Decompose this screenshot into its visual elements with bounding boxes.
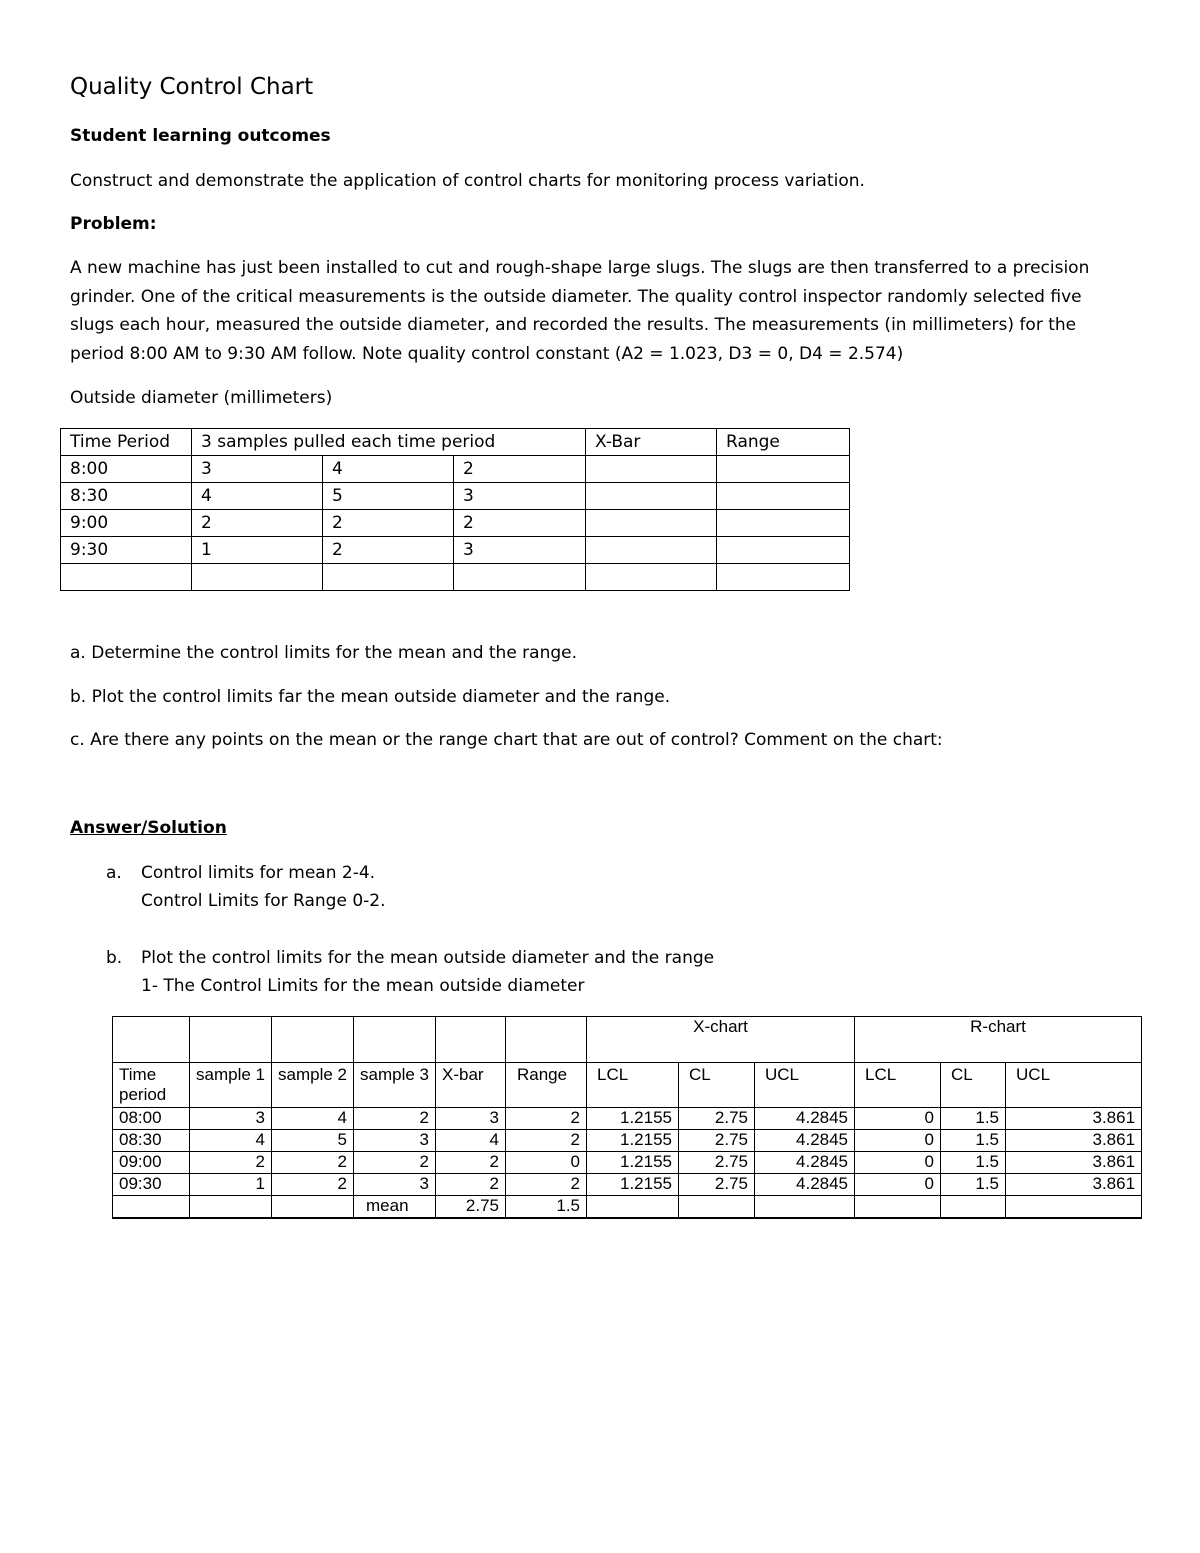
mean-row <box>113 1196 1142 1219</box>
table-row <box>113 1108 1142 1130</box>
table-cell: 2 <box>454 510 586 537</box>
table-cell <box>586 483 717 510</box>
column-header: sample 3 <box>354 1063 436 1108</box>
mean-xbar: 2.75 <box>436 1196 506 1219</box>
table-cell <box>717 483 850 510</box>
table-cell: 1.2155 <box>587 1174 679 1196</box>
table-cell: 1 <box>192 537 323 564</box>
table-cell: 3.861 <box>1006 1152 1142 1174</box>
document-title: Quality Control Chart <box>70 74 314 100</box>
table-cell: 3 <box>436 1108 506 1130</box>
table-cell: 2 <box>272 1152 354 1174</box>
table-cell: 8:00 <box>61 456 192 483</box>
table-row <box>113 1130 1142 1152</box>
table-cell: 2 <box>436 1174 506 1196</box>
table-row <box>113 1174 1142 1196</box>
table-cell: 2 <box>354 1152 436 1174</box>
column-header: X-bar <box>436 1063 506 1108</box>
table-cell: 1.5 <box>941 1130 1006 1152</box>
table-cell <box>586 510 717 537</box>
table-cell <box>586 456 717 483</box>
problem-line: A new machine has just been installed to cut and rough-shape large slugs. The slugs are then transferred to a precision <box>70 258 1090 278</box>
table-cell: 9:30 <box>61 537 192 564</box>
table-cell: 4.2845 <box>755 1130 855 1152</box>
table-cell: 5 <box>272 1130 354 1152</box>
control-limits-table <box>112 1016 1142 1219</box>
column-header: Range <box>506 1063 587 1108</box>
column-header: LCL <box>587 1063 679 1108</box>
table-row <box>113 1152 1142 1174</box>
table-row <box>61 456 850 483</box>
table-header-row <box>61 429 850 456</box>
table-cell: 2 <box>436 1152 506 1174</box>
answer-b-label: b. <box>106 948 123 968</box>
table-cell: 3 <box>354 1130 436 1152</box>
table-cell: 1.2155 <box>587 1130 679 1152</box>
header-cell: Range <box>717 429 850 456</box>
table-caption: Outside diameter (millimeters) <box>70 388 333 408</box>
table-cell: 4 <box>190 1130 272 1152</box>
table-cell: 0 <box>855 1174 941 1196</box>
table-cell: 2.75 <box>679 1174 755 1196</box>
table-cell: 4 <box>323 456 454 483</box>
mean-range: 1.5 <box>506 1196 587 1219</box>
table-cell: 0 <box>855 1130 941 1152</box>
table-row <box>61 510 850 537</box>
table-cell: 08:30 <box>113 1130 190 1152</box>
column-header-row <box>113 1063 1142 1108</box>
table-cell: 3 <box>190 1108 272 1130</box>
table-cell: 3 <box>454 537 586 564</box>
table-cell: 4 <box>436 1130 506 1152</box>
table-cell: 8:30 <box>61 483 192 510</box>
problem-line: slugs each hour, measured the outside diameter, and recorded the results. The measurements (in millimeters) for the <box>70 315 1077 335</box>
table-cell: 4.2845 <box>755 1174 855 1196</box>
answer-a-label: a. <box>106 863 122 883</box>
table-cell: 3.861 <box>1006 1130 1142 1152</box>
table-row <box>61 537 850 564</box>
table-cell <box>717 537 850 564</box>
table-cell: 4.2845 <box>755 1152 855 1174</box>
answer-b-line: 1- The Control Limits for the mean outside diameter <box>141 976 585 996</box>
table-cell: 2 <box>506 1130 587 1152</box>
table-cell: 4 <box>272 1108 354 1130</box>
table-cell: 1 <box>190 1174 272 1196</box>
header-cell: Time Period <box>61 429 192 456</box>
table-cell: 1.2155 <box>587 1152 679 1174</box>
table-cell: 2 <box>192 510 323 537</box>
table-cell: 09:00 <box>113 1152 190 1174</box>
table-cell: 2 <box>354 1108 436 1130</box>
column-header: UCL <box>755 1063 855 1108</box>
table-cell: 2 <box>323 537 454 564</box>
problem-line: grinder. One of the critical measurements is the outside diameter. The quality control inspector randomly selected five <box>70 286 1082 307</box>
x-chart-header: X-chart <box>587 1017 855 1063</box>
table-cell: 3 <box>192 456 323 483</box>
question-a: a. Determine the control limits for the mean and the range. <box>70 643 578 663</box>
table-cell: 4 <box>192 483 323 510</box>
table-cell: 1.5 <box>941 1152 1006 1174</box>
r-chart-header: R-chart <box>855 1017 1142 1063</box>
column-header: LCL <box>855 1063 941 1108</box>
answer-b-line: Plot the control limits for the mean outside diameter and the range <box>141 948 715 968</box>
table-cell: 1.5 <box>941 1174 1006 1196</box>
measurements-table <box>60 428 850 591</box>
answer-heading: Answer/Solution <box>70 818 227 838</box>
table-cell <box>717 456 850 483</box>
table-cell: 2 <box>454 456 586 483</box>
table-cell: 2 <box>190 1152 272 1174</box>
column-header: CL <box>679 1063 755 1108</box>
mean-label: mean <box>354 1196 436 1219</box>
table-cell: 2 <box>506 1174 587 1196</box>
table-row-empty <box>61 564 850 591</box>
table-cell: 2.75 <box>679 1108 755 1130</box>
table-cell: 0 <box>855 1152 941 1174</box>
question-c: c. Are there any points on the mean or the range chart that are out of control? Comment on the chart: <box>70 730 943 750</box>
table-cell <box>586 537 717 564</box>
question-b: b. Plot the control limits far the mean outside diameter and the range. <box>70 687 671 707</box>
table-cell: 3.861 <box>1006 1174 1142 1196</box>
chart-group-header-row <box>113 1017 1142 1063</box>
outcomes-heading: Student learning outcomes <box>70 126 331 146</box>
table-cell: 2.75 <box>679 1152 755 1174</box>
column-header: sample 2 <box>272 1063 354 1108</box>
header-cell: 3 samples pulled each time period <box>192 429 586 456</box>
problem-line: period 8:00 AM to 9:30 AM follow. Note quality control constant (A2 = 1.023, D3 = 0, D4 = 2.574) <box>70 343 904 364</box>
table-cell: 3.861 <box>1006 1108 1142 1130</box>
table-cell: 3 <box>354 1174 436 1196</box>
table-cell: 0 <box>855 1108 941 1130</box>
outcomes-text: Construct and demonstrate the application of control charts for monitoring process variation. <box>70 171 865 191</box>
table-cell: 3 <box>454 483 586 510</box>
table-cell: 08:00 <box>113 1108 190 1130</box>
column-header: sample 1 <box>190 1063 272 1108</box>
table-cell: 2 <box>506 1108 587 1130</box>
table-row <box>61 483 850 510</box>
column-header: Time period <box>113 1063 190 1108</box>
table-cell: 2 <box>272 1174 354 1196</box>
table-cell: 4.2845 <box>755 1108 855 1130</box>
table-cell: 1.2155 <box>587 1108 679 1130</box>
answer-a-line: Control Limits for Range 0-2. <box>141 891 386 911</box>
problem-paragraph <box>70 254 1089 368</box>
table-cell: 0 <box>506 1152 587 1174</box>
table-cell <box>717 510 850 537</box>
column-header: CL <box>941 1063 1006 1108</box>
table-cell: 9:00 <box>61 510 192 537</box>
table-cell: 5 <box>323 483 454 510</box>
answer-a-line: Control limits for mean 2-4. <box>141 863 376 883</box>
table-cell: 2 <box>323 510 454 537</box>
problem-heading: Problem: <box>70 214 157 234</box>
table-cell: 2.75 <box>679 1130 755 1152</box>
table-cell: 1.5 <box>941 1108 1006 1130</box>
header-cell: X-Bar <box>586 429 717 456</box>
column-header: UCL <box>1006 1063 1142 1108</box>
table-cell: 09:30 <box>113 1174 190 1196</box>
